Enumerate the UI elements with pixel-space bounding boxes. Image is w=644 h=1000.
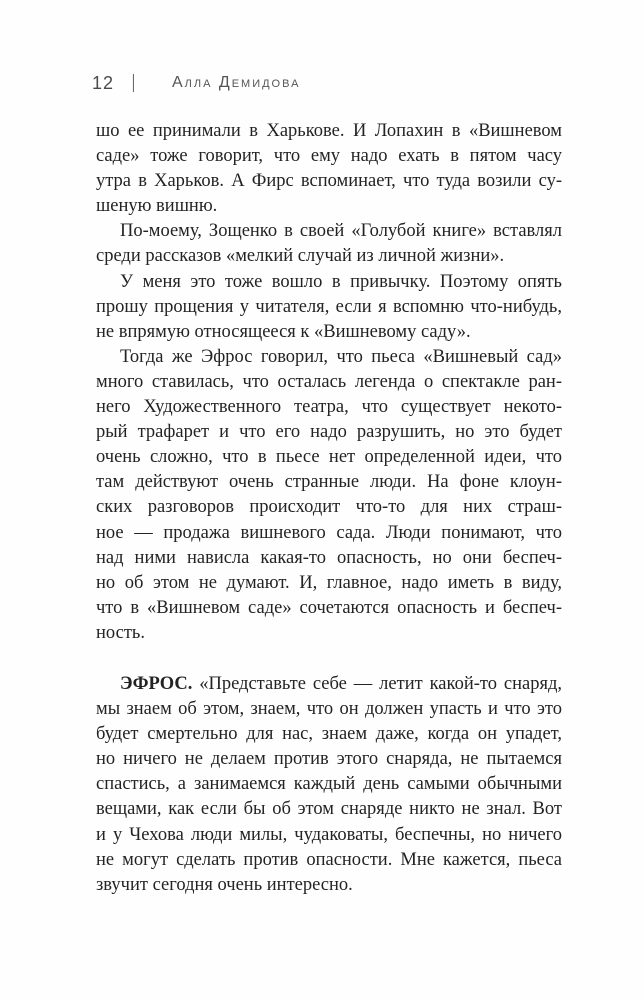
paragraph-efros-quote [96, 672, 562, 898]
text-line: него Художественного театра, что существует некото- [96, 397, 562, 418]
page-number: 12 [92, 72, 115, 93]
text-line: ЭФРОС. «Представьте себе — летит какой-то снаряд, [120, 673, 562, 694]
header-divider: | [131, 72, 136, 93]
text-line: спастись, а занимаемся каждый день самыми обычными [96, 774, 562, 795]
text-line: ность. [96, 622, 145, 643]
paragraph-2 [96, 219, 562, 269]
text-line: и у Чехова люди милы, чудаковаты, беспечны, но ничего [96, 824, 562, 845]
text-line: что в «Вишневом саде» сочетаются опасность и беспеч- [96, 597, 562, 618]
text-line: шеную вишню. [96, 196, 218, 217]
text-column [96, 119, 562, 898]
text-line: шо ее принимали в Харькове. И Лопахин в «Вишневом [96, 121, 562, 141]
text-line: но ничего не делаем против этого снаряда, не пытаемся [96, 749, 562, 770]
running-header [92, 72, 300, 94]
text-line: очень сложно, что в пьесе нет определенной идеи, что [96, 447, 562, 468]
text-line: прошу прощения у читателя, если я вспомню что-нибудь, [96, 296, 562, 317]
text-line: ное — продажа вишневого сада. Люди понимают, что [96, 522, 562, 543]
text-line: рый трафарет и что его надо разрушить, но это будет [96, 422, 562, 443]
paragraph-4 [96, 345, 562, 646]
text-line: будет смертельно для нас, знаем даже, когда он упадет, [96, 724, 562, 745]
text-line: У меня это тоже вошло в привычку. Поэтому опять [120, 271, 562, 292]
text-line: ских разговоров происходит что-то для них страш- [96, 497, 562, 518]
text-line: не впрямую относящееся к «Вишневому саду». [96, 321, 471, 342]
text-line: мы знаем об этом, знаем, что он должен упасть и что это [96, 699, 562, 720]
paragraph-3 [96, 270, 562, 345]
text-line: звучит сегодня очень интересно. [96, 874, 353, 895]
text-line: среди рассказов «мелкий случай из личной жизни». [96, 246, 505, 267]
text-line: вещами, как если бы об этом снаряде никто не знал. Вот [96, 799, 562, 820]
text-line: саде» тоже говорит, что ему надо ехать в пятом часу [96, 146, 562, 167]
paragraph-1 [96, 119, 562, 219]
text-line: но об этом не думают. И, главное, надо иметь в виду, [96, 572, 562, 593]
text-line: Тогда же Эфрос говорил, что пьеса «Вишневый сад» [120, 346, 562, 367]
text-line: утра в Харьков. А Фирс вспоминает, что туда возили су- [96, 171, 562, 192]
author-name: Алла Демидова [171, 74, 301, 91]
text-line: много ставилась, что осталась легенда о спектакле ран- [96, 371, 562, 392]
speaker-name: ЭФРОС. [120, 673, 193, 694]
text-line: По-моему, Зощенко в своей «Голубой книге» вставлял [120, 221, 562, 242]
text-line: над ними нависла какая-то опасность, но они беспеч- [96, 547, 562, 568]
text-line: там действуют очень странные люди. На фоне клоун- [96, 472, 562, 493]
text-line: не могут сделать против опасности. Мне кажется, пьеса [96, 849, 562, 870]
